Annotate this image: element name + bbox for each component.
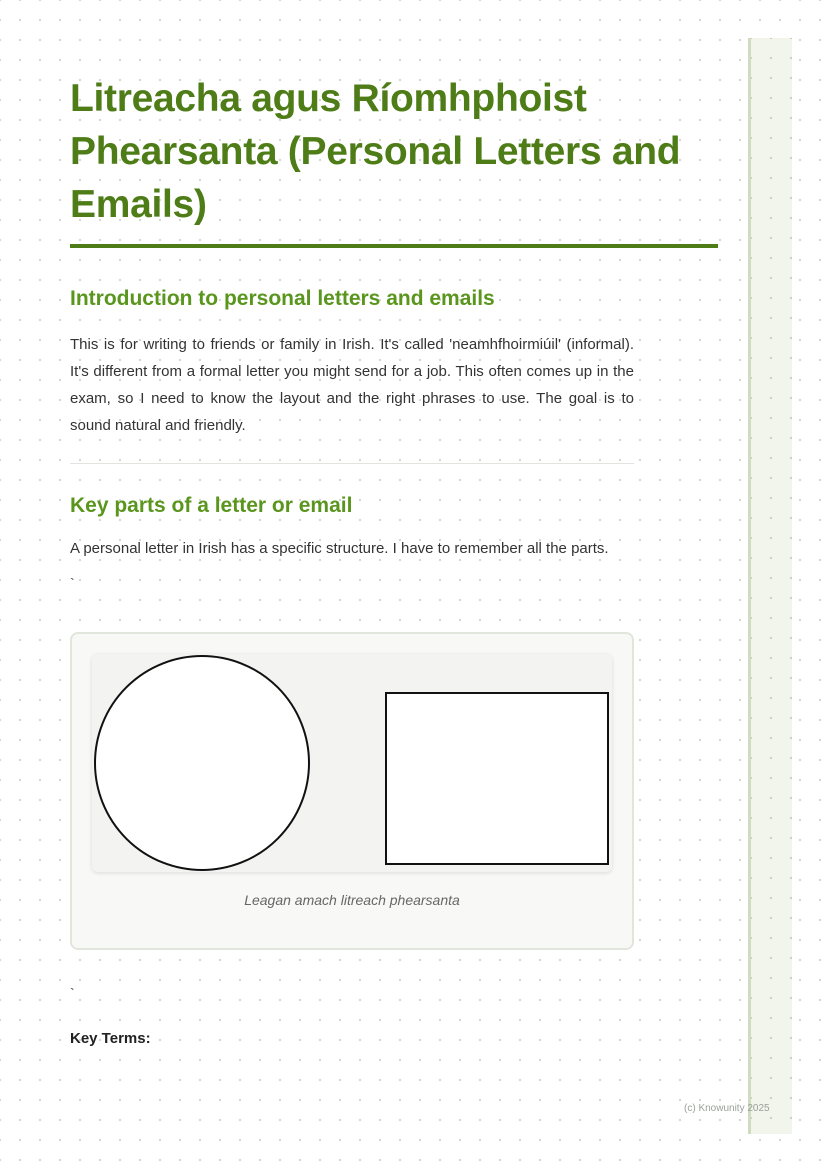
backtick-mark: `	[70, 575, 75, 591]
section-heading-key-parts: Key parts of a letter or email	[70, 494, 353, 517]
rectangle-shape	[386, 693, 608, 864]
section-body-key-parts: A personal letter in Irish has a specific structure. I have to remember all the parts.	[70, 540, 609, 557]
circle-shape	[95, 656, 309, 870]
section-heading-introduction: Introduction to personal letters and emails	[70, 287, 495, 310]
section-body-introduction: This is for writing to friends or family in Irish. It's called 'neamhfhoirmiúil' (informal). It's different from a formal letter you might send for a job. This often comes up in the exam, so I need to know the layout and the right phrases to use. The goal is to sound natural and friendly.	[70, 336, 634, 434]
copyright-notice: (c) Knowunity 2025	[684, 1103, 770, 1114]
document-content	[70, 72, 718, 1047]
page-title: Litreacha agus Ríomhphoist Phearsanta (Personal Letters and Emails)	[70, 77, 681, 226]
figure-canvas	[92, 654, 612, 872]
backtick-mark: `	[70, 985, 75, 1001]
title-underline	[70, 244, 718, 248]
key-terms-label: Key Terms:	[70, 1030, 151, 1047]
figure-caption: Leagan amach litreach phearsanta	[244, 892, 460, 908]
page-margin-strip	[748, 38, 792, 1134]
figure-drawing	[92, 654, 612, 872]
letter-layout-figure	[70, 632, 634, 950]
section-divider	[70, 463, 634, 464]
